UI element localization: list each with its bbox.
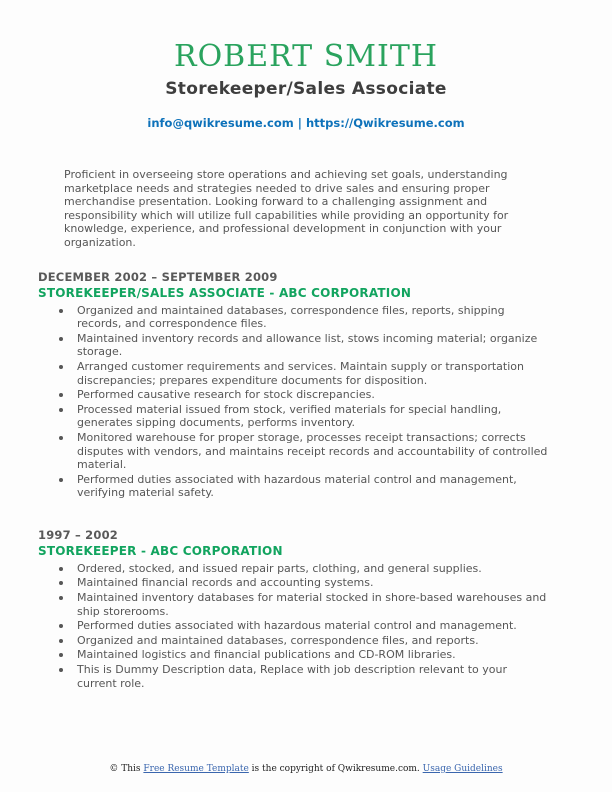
- job-bullet-item: Monitored warehouse for proper storage, processes receipt transactions; corrects disputes with vendors, and maintains receipt records and accountability of controlled material.: [77, 430, 548, 472]
- footer: [0, 764, 612, 774]
- job-bullet-item: Ordered, stocked, and issued repair parts, clothing, and general supplies.: [77, 562, 548, 576]
- experience-container: [0, 270, 612, 691]
- contact-line: [0, 116, 612, 130]
- job-heading: STOREKEEPER/SALES ASSOCIATE - ABC CORPORATION: [38, 285, 412, 300]
- footer-copyright-prefix: © This: [109, 764, 144, 774]
- job-bullet-item: Performed duties associated with hazardous material control and management, verifying material safety.: [77, 473, 548, 500]
- job-heading: STOREKEEPER - ABC CORPORATION: [38, 543, 283, 558]
- job-bullet-item: Performed duties associated with hazardous material control and management.: [77, 619, 548, 633]
- person-job-title: Storekeeper/Sales Associate: [165, 79, 447, 99]
- job-bullet-item: Arranged customer requirements and services. Maintain supply or transportation discrepancies; prepares expenditure documents for disposition.: [77, 360, 548, 387]
- job-bullet-item: Organized and maintained databases, correspondence files, and reports.: [77, 634, 548, 648]
- job-bullet-item: This is Dummy Description data, Replace with job description relevant to your current role.: [77, 663, 548, 690]
- contact-separator: |: [293, 116, 306, 130]
- email-link[interactable]: info@qwikresume.com: [147, 116, 294, 130]
- experience-section-1: [38, 270, 548, 500]
- usage-guidelines-link[interactable]: Usage Guidelines: [422, 764, 503, 774]
- job-bullet-list: [38, 304, 548, 500]
- job-bullet-item: Performed causative research for stock discrepancies.: [77, 388, 548, 402]
- job-bullet-item: Maintained inventory databases for material stocked in shore-based warehouses and ship storerooms.: [77, 591, 547, 618]
- job-bullet-list: [38, 562, 548, 690]
- job-bullet-item: Maintained logistics and financial publications and CD-ROM libraries.: [77, 648, 548, 662]
- job-bullet-item: Maintained financial records and accounting systems.: [77, 576, 548, 590]
- job-bullet-item: Maintained inventory records and allowance list, stows incoming material; organize storage.: [77, 332, 548, 359]
- experience-section-2: [38, 528, 548, 690]
- resume-header: [0, 0, 612, 130]
- website-link[interactable]: https://Qwikresume.com: [305, 116, 465, 130]
- job-bullet-item: Organized and maintained databases, correspondence files, reports, shipping records, and correspondence files.: [77, 304, 548, 331]
- free-resume-template-link[interactable]: Free Resume Template: [143, 764, 249, 774]
- job-bullet-item: Processed material issued from stock, verified materials for special handling, generates sipping documents, performs inventory.: [77, 403, 548, 430]
- summary-paragraph: Proficient in overseeing store operations and achieving set goals, understanding marketplace needs and strategies needed to drive sales and ensuring proper merchandise presentation. Looking forward to a challenging assignment and responsibility which will utilize full capabilities while providing an opportunity for knowledge, experience, and professional development in conjunction with your organization.: [64, 168, 509, 249]
- footer-copyright-middle: is the copyright of Qwikresume.com.: [248, 764, 423, 774]
- person-name: ROBERT SMITH: [173, 39, 439, 74]
- job-dates: DECEMBER 2002 – SEPTEMBER 2009: [38, 269, 278, 284]
- job-dates: 1997 – 2002: [38, 527, 118, 542]
